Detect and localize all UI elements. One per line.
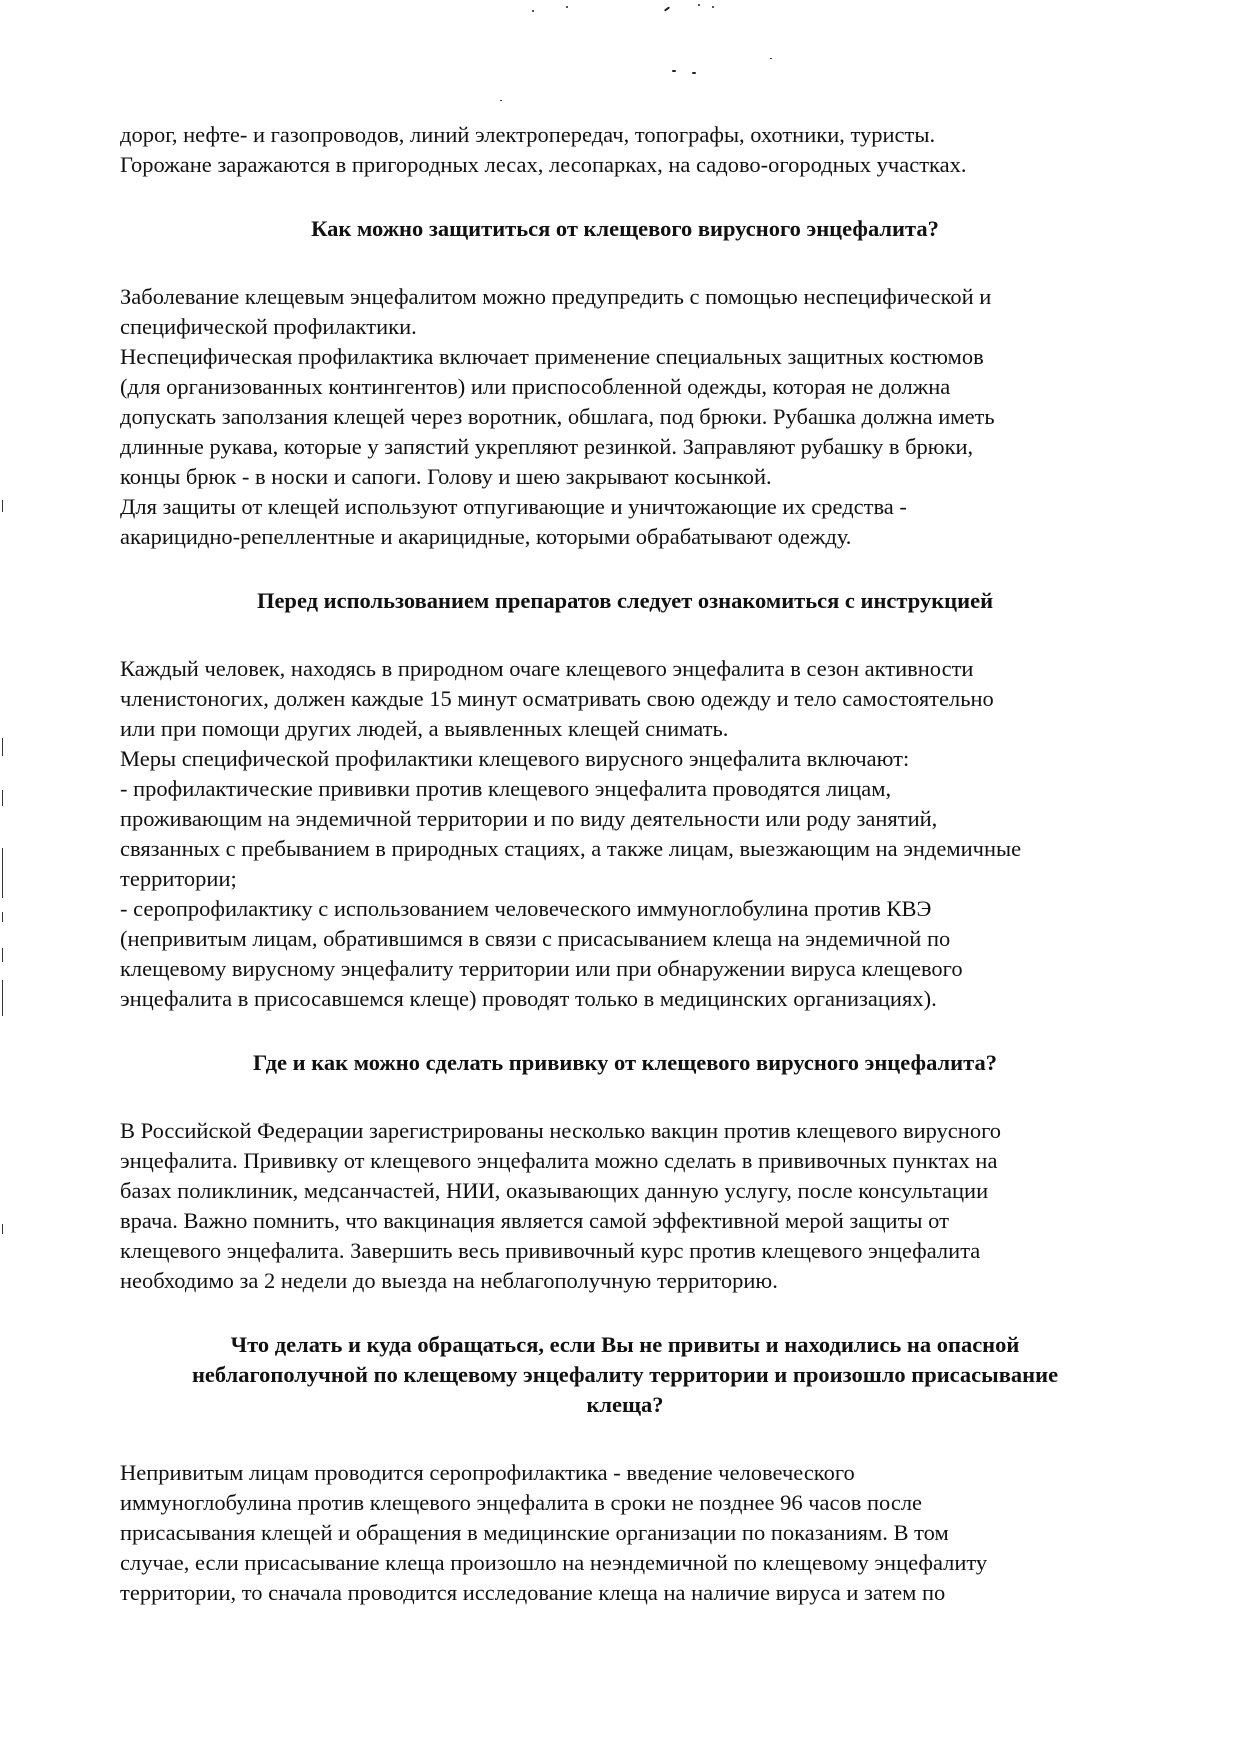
text-line: необходимо за 2 недели до выезда на неблагополучную территорию. (120, 1268, 778, 1293)
text-line: связанных с пребыванием в природных стациях, а также лицам, выезжающим на эндемичные (120, 836, 1022, 861)
text-line: или при помощи других людей, а выявленных клещей снимать. (120, 716, 729, 741)
text-line: иммуноглобулина против клещевого энцефалита в сроки не позднее 96 часов после (120, 1490, 923, 1515)
text-line: клещевого энцефалита. Завершить весь прививочный курс против клещевого энцефалита (120, 1238, 981, 1263)
scan-speck (712, 6, 714, 8)
scan-speck (566, 6, 568, 8)
paragraph-prevention (120, 282, 1130, 552)
text-line: территории; (120, 866, 237, 891)
scan-speck (664, 6, 670, 11)
scan-edge-mark (2, 500, 3, 512)
heading-how-to-protect (120, 214, 1130, 244)
text-line: специфической профилактики. (120, 314, 417, 339)
scan-edge-mark (2, 948, 3, 962)
text-line: клещевому вирусному энцефалиту территории или при обнаружении вируса клещевого (120, 956, 963, 981)
text-line: Непривитым лицам проводится серопрофилактика - введение человеческого (120, 1460, 855, 1485)
paragraph-vaccines (120, 1116, 1130, 1296)
text-line: проживающим на эндемичной территории и по виду деятельности или роду занятий, (120, 806, 938, 831)
heading-what-to-do (120, 1330, 1130, 1420)
heading-where-vaccinate (120, 1048, 1130, 1078)
heading-line: Что делать и куда обращаться, если Вы не привиты и находились на опасной (230, 1332, 1020, 1357)
scan-speck (500, 100, 502, 101)
scan-edge-mark (2, 980, 3, 1016)
text-line: Неспецифическая профилактика включает применение специальных защитных костюмов (120, 344, 984, 369)
scan-speck (770, 58, 772, 59)
text-line: длинные рукава, которые у запястий укрепляют резинкой. Заправляют рубашку в брюки, (120, 434, 974, 459)
heading-line: неблагополучной по клещевому энцефалиту территории и произошло присасывание (191, 1362, 1059, 1387)
text-line: Каждый человек, находясь в природном очаге клещевого энцефалита в сезон активности (120, 656, 974, 681)
text-line: энцефалита. Прививку от клещевого энцефалита можно сделать в прививочных пунктах на (120, 1148, 998, 1173)
scan-speck (532, 10, 534, 12)
text-line: Горожане заражаются в пригородных лесах, лесопарках, на садово-огородных участках. (120, 152, 967, 177)
scan-edge-mark (2, 1224, 3, 1234)
scan-edge-mark (2, 912, 3, 922)
paragraph-specific-prevention (120, 654, 1130, 1014)
document-page (120, 110, 1130, 1608)
heading-line: Перед использованием препаратов следует ознакомиться с инструкцией (256, 588, 994, 613)
scan-speck (692, 72, 696, 74)
heading-read-instructions (120, 586, 1130, 616)
text-line: В Российской Федерации зарегистрированы несколько вакцин против клещевого вирусного (120, 1118, 1002, 1143)
scan-edge-mark (2, 738, 3, 756)
text-line: акарицидно-репеллентные и акарицидные, которыми обрабатывают одежду. (120, 524, 852, 549)
text-line: - серопрофилактику с использованием человеческого иммуноглобулина против КВЭ (120, 896, 932, 921)
text-line: Заболевание клещевым энцефалитом можно предупредить с помощью неспецифической и (120, 284, 992, 309)
heading-line: Где и как можно сделать прививку от клещевого вирусного энцефалита? (253, 1050, 997, 1075)
text-line: территории, то сначала проводится исследование клеща на наличие вируса и затем по (120, 1580, 946, 1605)
text-line: врача. Важно помнить, что вакцинация является самой эффективной мерой защиты от (120, 1208, 949, 1233)
text-line: (непривитым лицам, обратившимся в связи с присасыванием клеща на эндемичной по (120, 926, 951, 951)
text-line: случае, если присасывание клеща произошло на неэндемичной по клещевому энцефалиту (120, 1550, 988, 1575)
scan-speck (698, 4, 700, 6)
heading-line: клеща? (586, 1392, 664, 1417)
text-line: членистоногих, должен каждые 15 минут осматривать свою одежду и тело самостоятельно (120, 686, 994, 711)
text-line: - профилактические прививки против клещевого энцефалита проводятся лицам, (120, 776, 892, 801)
scan-speck (672, 70, 676, 72)
text-line: энцефалита в присосавшемся клеще) проводят только в медицинских организациях). (120, 986, 937, 1011)
text-line: присасывания клещей и обращения в медицинские организации по показаниям. В том (120, 1520, 949, 1545)
scan-edge-mark (2, 790, 3, 806)
text-line: базах поликлиник, медсанчастей, НИИ, оказывающих данную услугу, после консультации (120, 1178, 989, 1203)
text-line: допускать заползания клещей через воротник, обшлага, под брюки. Рубашка должна иметь (120, 404, 995, 429)
paragraph-infection-groups (120, 120, 1130, 180)
text-line: Для защиты от клещей используют отпугивающие и уничтожающие их средства - (120, 494, 907, 519)
heading-line: Как можно защититься от клещевого вирусного энцефалита? (311, 216, 939, 241)
scan-edge-mark (2, 848, 3, 898)
text-line: концы брюк - в носки и сапоги. Голову и шею закрывают косынкой. (120, 464, 772, 489)
paragraph-seroprophylaxis (120, 1458, 1130, 1608)
text-line: Меры специфической профилактики клещевого вирусного энцефалита включают: (120, 746, 910, 771)
text-line: дорог, нефте- и газопроводов, линий электропередач, топографы, охотники, туристы. (120, 122, 936, 147)
text-line: (для организованных контингентов) или приспособленной одежды, которая не должна (120, 374, 951, 399)
